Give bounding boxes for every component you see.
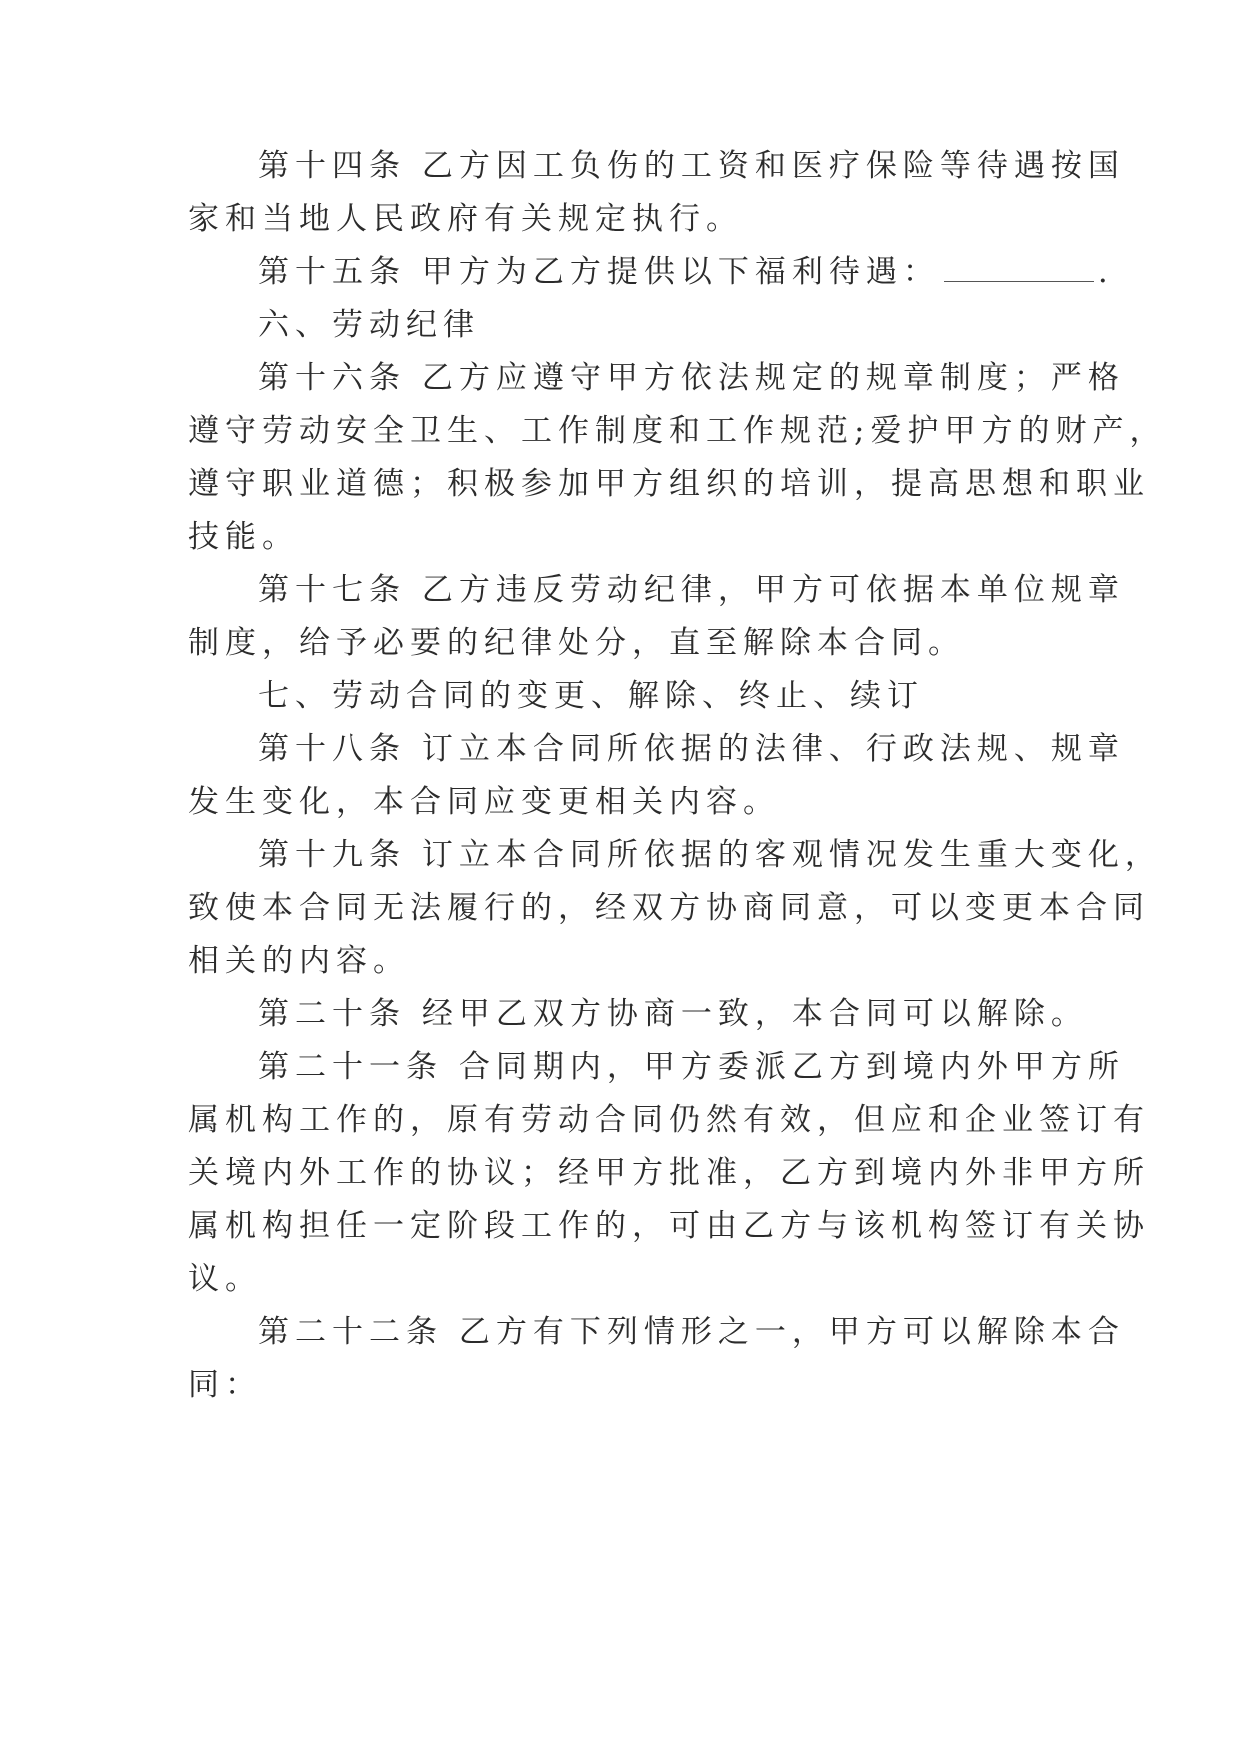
text-line: 致使本合同无法履行的，经双方协商同意，可以变更本合同 (188, 890, 1150, 926)
text-line: 第十七条 乙方违反劳动纪律，甲方可依据本单位规章 (258, 572, 1125, 608)
clause-15-end: . (1097, 254, 1114, 290)
text-line: 第十九条 订立本合同所依据的客观情况发生重大变化， (258, 837, 1162, 873)
section-heading: 七、劳动合同的变更、解除、终止、续订 (258, 678, 924, 714)
clause-15-text: 第十五条 甲方为乙方提供以下福利待遇： (258, 254, 940, 290)
text-line: 议。 (188, 1261, 262, 1297)
section-heading: 六、劳动纪律 (258, 307, 480, 343)
text-line: 遵守职业道德；积极参加甲方组织的培训，提高思想和职业 (188, 466, 1150, 502)
text-line: 第二十条 经甲乙双方协商一致，本合同可以解除。 (258, 996, 1088, 1032)
text-line: 制度，给予必要的纪律处分，直至解除本合同。 (188, 625, 965, 661)
text-line: 发生变化，本合同应变更相关内容。 (188, 784, 780, 820)
text-line: 同： (188, 1367, 262, 1403)
text-line: 第十八条 订立本合同所依据的法律、行政法规、规章 (258, 731, 1125, 767)
text-line: 第十四条 乙方因工负伤的工资和医疗保险等待遇按国 (258, 148, 1125, 184)
text-line: 第二十二条 乙方有下列情形之一，甲方可以解除本合 (258, 1314, 1125, 1350)
text-line: 技能。 (188, 519, 299, 555)
text-line: 遵守劳动安全卫生、工作制度和工作规范;爱护甲方的财产， (188, 413, 1167, 449)
text-line: 家和当地人民政府有关规定执行。 (188, 201, 743, 237)
fill-in-blank (944, 255, 1094, 282)
text-line: 相关的内容。 (188, 943, 410, 979)
clause-15-line (258, 252, 1138, 292)
text-line: 属机构担任一定阶段工作的，可由乙方与该机构签订有关协 (188, 1208, 1150, 1244)
text-line: 属机构工作的，原有劳动合同仍然有效，但应和企业签订有 (188, 1102, 1150, 1138)
text-line: 第十六条 乙方应遵守甲方依法规定的规章制度；严格 (258, 360, 1125, 396)
text-line: 关境内外工作的协议；经甲方批准，乙方到境内外非甲方所 (188, 1155, 1150, 1191)
text-line: 第二十一条 合同期内，甲方委派乙方到境内外甲方所 (258, 1049, 1125, 1085)
